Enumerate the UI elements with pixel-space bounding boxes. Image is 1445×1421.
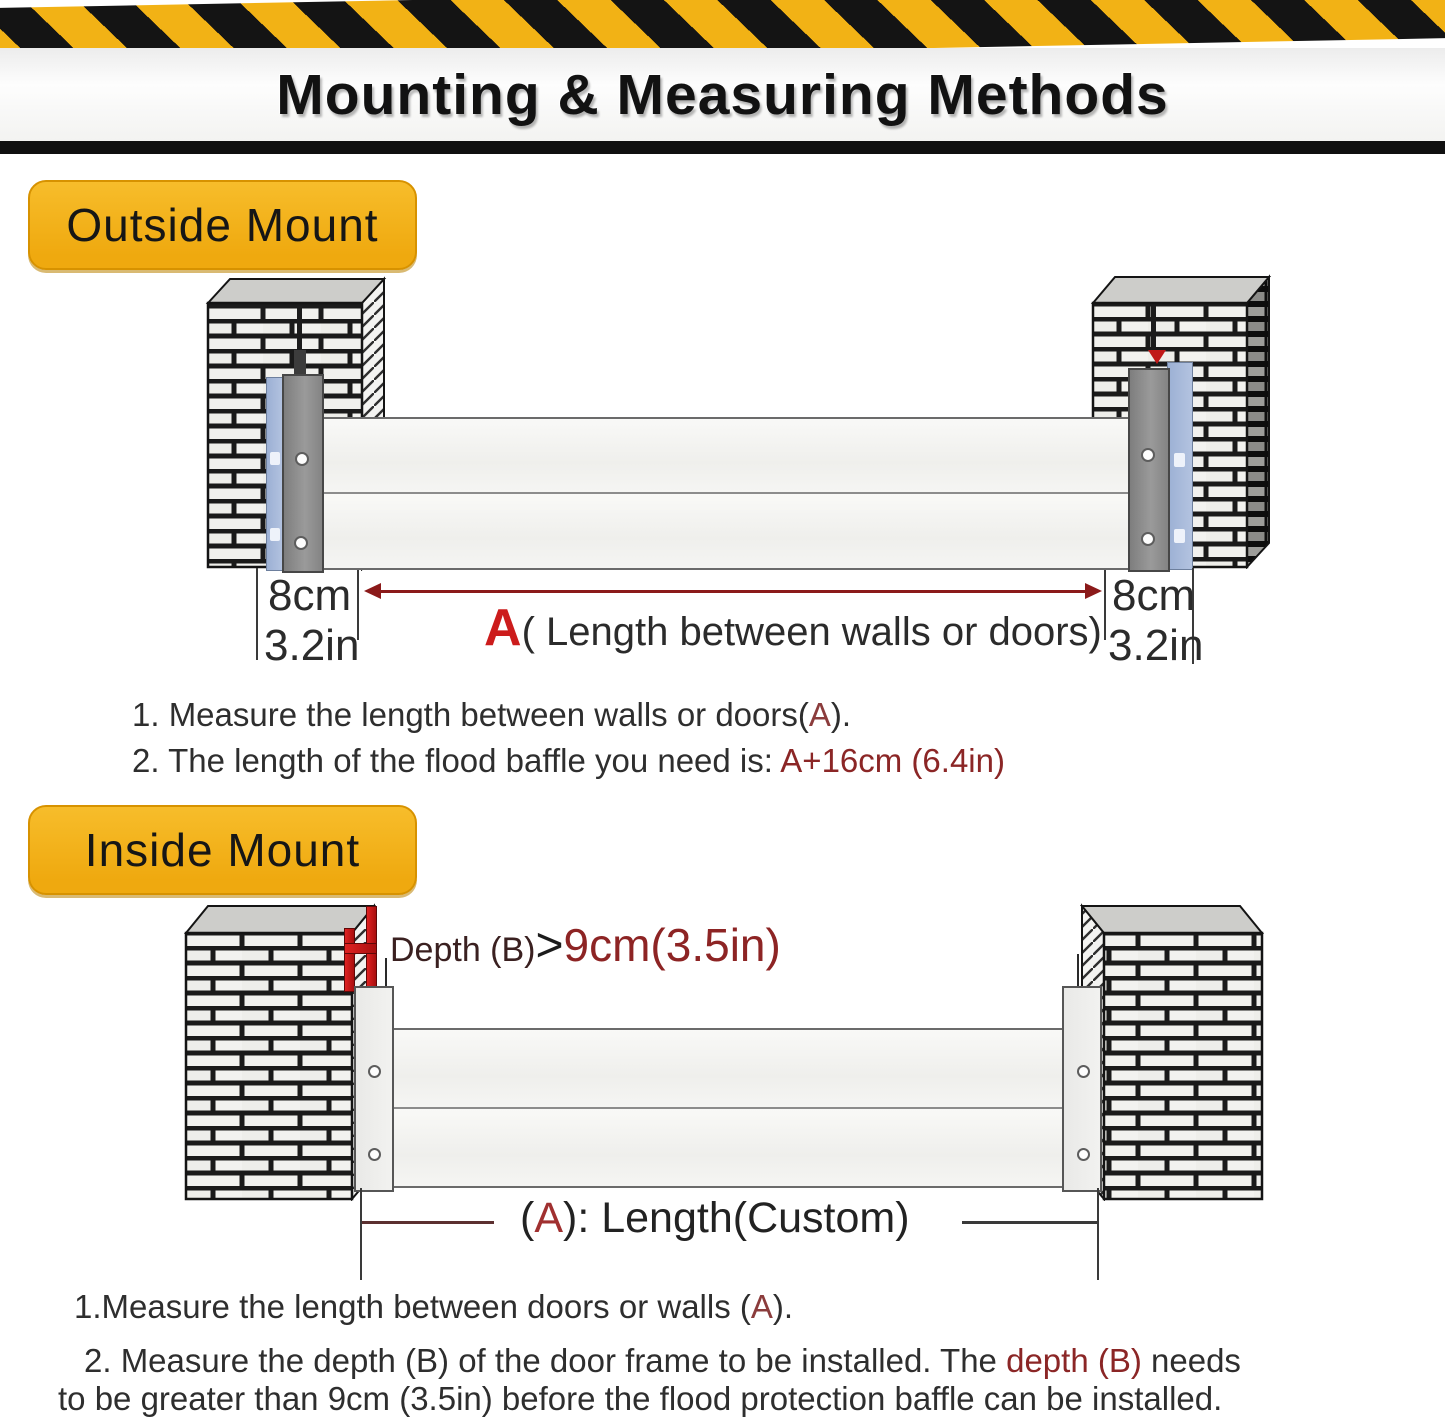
inside-step-2-line-2 [58, 1380, 1222, 1418]
screw-hole [1077, 1148, 1090, 1161]
right-anchor-groove [1151, 306, 1156, 352]
span-letter-A: A [484, 599, 522, 657]
red-marker-icon [1148, 350, 1166, 364]
dim-right-in: 3.2in [1108, 621, 1204, 670]
step-text: 1.Measure the length between doors or walls ( [74, 1288, 751, 1325]
screw-hole [368, 1148, 381, 1161]
inside-step-2-line-1 [84, 1342, 1241, 1380]
step-text: to be greater than 9cm (3.5in) before the flood protection baffle can be installed. [58, 1380, 1223, 1417]
inside-right-brick-pillar [1080, 903, 1266, 1201]
screw-hole [294, 536, 308, 550]
barrier-panel-bottom [324, 494, 1133, 568]
arrowhead-left-icon [364, 583, 381, 599]
dim-right-cm: 8cm [1112, 571, 1196, 620]
left-anchor-groove [297, 306, 302, 352]
step-text: 2. The length of the flood baffle you need is: [132, 742, 781, 779]
arrow-shaft [378, 590, 1088, 593]
barrier-panel-bottom [394, 1109, 1070, 1186]
inside-right-channel [1062, 986, 1102, 1192]
outside-mount-badge [28, 180, 417, 270]
right-mounting-bracket [1128, 368, 1170, 572]
length-custom-label [520, 1194, 910, 1243]
span-text: ( Length between walls or doors) [521, 610, 1102, 654]
depth-bracket-icon [344, 928, 355, 992]
inside-mount-badge [28, 805, 417, 895]
dim-extension-line [360, 1188, 362, 1280]
outside-flood-barrier [322, 417, 1135, 570]
seal-mark [270, 452, 280, 465]
depth-label-text: Depth (B) [390, 931, 536, 969]
step-text: 2. Measure the depth (B) of the door frame to be installed. The [84, 1342, 1007, 1379]
dim-tick [1104, 570, 1106, 640]
inside-flood-barrier [392, 1028, 1072, 1188]
greater-than-sign: > [535, 919, 564, 972]
screw-hole [1077, 1065, 1090, 1078]
dim-extension-line [1097, 1188, 1099, 1280]
len-letter-A: A [534, 1194, 564, 1242]
title-band [0, 48, 1445, 141]
outside-step-1 [132, 696, 851, 734]
step-accent: A [750, 1288, 773, 1325]
header-divider-bar [0, 141, 1445, 154]
len-rest: ): Length(Custom) [563, 1194, 910, 1242]
dim-left-cm: 8cm [268, 571, 352, 620]
outside-mount-badge-label: Outside Mount [66, 199, 379, 251]
seal-mark [1174, 529, 1185, 543]
anchor-pin [385, 958, 387, 988]
len-open-paren: ( [520, 1194, 535, 1242]
dim-line-right [962, 1221, 1097, 1224]
anchor-pin [1077, 954, 1079, 988]
barrier-panel-top [394, 1030, 1070, 1109]
dim-extension-line [256, 568, 258, 660]
barrier-panel-top [324, 419, 1133, 494]
inside-left-channel [354, 986, 394, 1192]
step-text: ). [830, 696, 852, 733]
inside-mount-badge-label: Inside Mount [84, 824, 361, 876]
right-seal-channel [1167, 362, 1193, 570]
step-accent: A+16cm (6.4in) [780, 742, 1005, 779]
seal-mark [1174, 453, 1185, 467]
inside-step-1 [74, 1288, 793, 1326]
depth-label [390, 918, 781, 973]
page-title: Mounting & Measuring Methods [276, 62, 1169, 127]
depth-bracket-icon [344, 943, 377, 954]
screw-hole [295, 452, 309, 466]
dim-left-in: 3.2in [264, 621, 360, 670]
left-mounting-bracket [282, 374, 324, 573]
step-text: 1. Measure the length between walls or doors( [132, 696, 809, 733]
step-text: ). [772, 1288, 794, 1325]
screw-hole [368, 1065, 381, 1078]
arrowhead-right-icon [1085, 583, 1102, 599]
screw-hole [1141, 448, 1155, 462]
step-accent: depth (B) [1006, 1342, 1142, 1379]
step-text: needs [1141, 1342, 1241, 1379]
outside-step-2 [132, 742, 1005, 780]
depth-value: 9cm(3.5in) [563, 919, 781, 971]
step-accent: A [808, 696, 831, 733]
screw-hole [1141, 532, 1155, 546]
seal-mark [270, 528, 280, 541]
dim-line-left [362, 1221, 494, 1224]
span-length-label [484, 598, 1102, 658]
